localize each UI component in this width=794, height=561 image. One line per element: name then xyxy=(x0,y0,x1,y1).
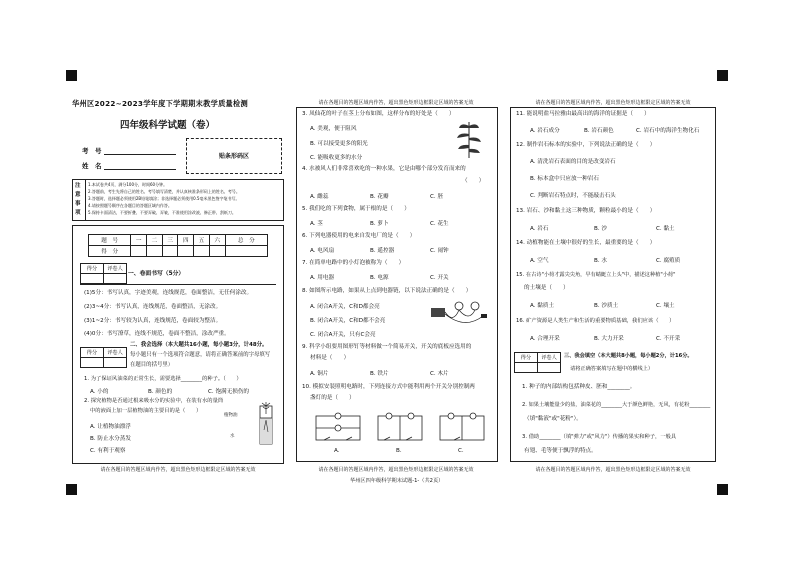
circuit-option-c xyxy=(434,410,490,446)
option[interactable]: C. 壤土 xyxy=(656,303,675,309)
notes-line: 2.答题前，考生先将自己的姓名、考号填写清楚，并认真核准条形码上的姓名、考号。 xyxy=(88,189,240,194)
option[interactable]: C. 腐殖质 xyxy=(656,258,681,264)
score-row-label: 得 分 xyxy=(89,246,131,257)
score-cell[interactable] xyxy=(194,246,210,257)
section1-line: (4)0分：书写潦草，连线不规范，卷面不整洁，涂改严重。 xyxy=(84,331,230,337)
option[interactable]: B. 水 xyxy=(594,258,607,264)
question-stem: 9. 科学小组要用图形钉等材料做一个简易开关，开关的底板应选用的 xyxy=(302,344,472,350)
exam-title: 华州区2022~2023学年度下学期期末教学质量检测 xyxy=(72,99,249,108)
notes-line: 4.请按照题号顺序在各题目的答题区域内作答。 xyxy=(88,203,172,208)
option[interactable]: A. 雌蕊 xyxy=(310,194,329,200)
option[interactable]: B. 大力开采 xyxy=(594,336,624,342)
score-cell[interactable] xyxy=(178,246,194,257)
option[interactable]: C. xyxy=(458,448,464,454)
circuit-option-b xyxy=(372,410,428,446)
question-stem: 5. 我们吃的下列食物，属于根的是（ ） xyxy=(302,206,410,212)
section1-title: 一、卷面书写（5分） xyxy=(128,271,185,277)
option[interactable]: A. 清洗岩石表面的目的是改变岩石 xyxy=(530,159,616,165)
option[interactable]: B. 标本盒中只应放一种岩石 xyxy=(530,176,599,182)
section1-line: (2)3~4分：书写认真，连线规范，卷面整洁，无涂改。 xyxy=(84,304,222,310)
option[interactable]: C. 不开采 xyxy=(656,336,681,342)
fill-line: 3. 借助________（填"弹力"或"风力"）传播的果实和种子，一般具 xyxy=(522,434,677,440)
question-stem: 的土壤是（ ） xyxy=(524,285,569,291)
section1-line: (1)5分：书写认真，字迹美观，连线规范，卷面整洁，无任何涂改。 xyxy=(84,290,253,296)
option[interactable]: B. 萝卜 xyxy=(370,221,389,227)
question-stem: 13. 岩石、沙和黏土这三种物质，颗粒最小的是（ ） xyxy=(516,208,656,214)
question-stem: 12. 制作岩石标本的实验中，下列说法正确的是（ ） xyxy=(516,142,656,148)
option[interactable]: B. 花瓣 xyxy=(370,194,389,200)
registration-mark xyxy=(717,70,728,81)
option[interactable]: C. 木片 xyxy=(430,371,449,377)
option[interactable]: C. 胚 xyxy=(430,194,444,200)
fill-line: 2. 如果土壤能量少的盐，油菜花的________大于颜色鲜艳，无风，有花粉________ xyxy=(522,402,711,408)
figure-label-water: 水 xyxy=(230,434,235,439)
option[interactable]: B. 可以接受更多的阳光 xyxy=(310,141,368,147)
question-stem: 11. 能说明盐马拉雅由最高出的海洋的证据是（ ） xyxy=(516,111,650,117)
score-header: 三 xyxy=(162,235,178,246)
warning-bottom: 请在各题目的答题区域内作答，超出黑色矩形边框限定区域的答案无效 xyxy=(318,467,474,473)
grader-box xyxy=(80,263,127,284)
option[interactable]: A. 小的 xyxy=(90,389,109,395)
option[interactable]: B. 遥控器 xyxy=(370,248,395,254)
grader-label: 评卷人 xyxy=(104,348,127,358)
question-stem: 2. 探究植物是否通过根来吸水分的实验中，在装有水的量筒 xyxy=(84,398,224,404)
option[interactable]: B. 闭合A开关，C和D都不会亮 xyxy=(310,318,386,324)
option[interactable]: C. 闹钟 xyxy=(430,248,449,254)
section2-title: 二、我会选择（本大题共16小题，每小题3分，计48分。 xyxy=(130,342,268,348)
option[interactable]: B. 防止水分蒸发 xyxy=(90,436,131,442)
exam-no-line[interactable] xyxy=(104,154,176,155)
circuit-option-a xyxy=(310,410,366,446)
option[interactable]: A. 空气 xyxy=(530,258,549,264)
question-stem: 4. 水被风人们非常喜欢吃的一种水果，它是由哪个部分发育而来的 xyxy=(302,166,466,172)
option[interactable]: C. 判断岩石特点时，不能敲击石头 xyxy=(530,193,616,199)
warning-bottom: 请在各题目的答题区域内作答，超出黑色矩形边框限定区域的答案无效 xyxy=(535,467,691,473)
name-line[interactable] xyxy=(104,169,176,170)
grader-score-label: 得分 xyxy=(515,353,538,363)
fill-line: （填"黏液"或"花粉"）。 xyxy=(524,416,582,422)
score-header: 五 xyxy=(194,235,210,246)
option[interactable]: B. 电源 xyxy=(370,275,389,281)
score-cell[interactable] xyxy=(225,246,267,257)
grader-box xyxy=(80,347,127,368)
grader-label: 评卷人 xyxy=(538,353,561,363)
option[interactable]: C. 能吸收更多的水分 xyxy=(310,155,363,161)
notes-title: 注意事项 xyxy=(75,183,81,216)
score-header: 总 分 xyxy=(225,235,267,246)
option[interactable]: A. 岩石 xyxy=(530,226,549,232)
option[interactable]: B. xyxy=(396,448,402,454)
name-label: 姓 名 xyxy=(82,162,102,170)
grader-cell[interactable] xyxy=(81,274,104,284)
notes-line: 1.本试卷共4页，满分100分，时间60分钟。 xyxy=(88,182,168,187)
registration-mark xyxy=(66,70,77,81)
section3-sub: 请将正确答案填写在题中的横线上） xyxy=(570,366,654,372)
grader-cell[interactable] xyxy=(81,358,104,368)
grader-box xyxy=(514,352,561,373)
question-stem: 16. 矿产资源是人类生产和生活的重要物质基础，我们应该（ ） xyxy=(516,318,675,324)
score-header: 六 xyxy=(209,235,225,246)
option[interactable]: C. 岩石中的海洋生物化石 xyxy=(636,128,700,134)
exam-no-label: 考 号 xyxy=(82,147,102,155)
section2-line: 在题目的括号里） xyxy=(130,362,174,368)
question-stem: 6. 下列电器使用的电来自发电厂的是（ ） xyxy=(302,233,416,239)
grader-cell[interactable] xyxy=(515,363,538,373)
paper-title: 四年级科学试题（卷） xyxy=(120,120,216,131)
score-table xyxy=(88,234,268,257)
question-stem: 材料是（ ） xyxy=(310,355,350,361)
score-cell[interactable] xyxy=(162,246,178,257)
grader-cell[interactable] xyxy=(538,363,561,373)
option[interactable]: C. 开关 xyxy=(430,275,449,281)
option[interactable]: B. 岩石颜色 xyxy=(584,128,614,134)
option[interactable]: A. xyxy=(334,448,340,454)
grader-score-label: 得分 xyxy=(81,264,104,274)
section2-line: 每小题只有一个选项符合题意，请将正确答案前的字母填写 xyxy=(130,352,271,358)
registration-mark xyxy=(66,484,77,495)
section1-line: (3)1~2分：书写较为认真，连线规范，卷面较为整洁。 xyxy=(84,318,222,324)
score-header: 四 xyxy=(178,235,194,246)
question-stem: 8. 如图所示电路，如果从上点到电器链，以下说法正确的是（ ） xyxy=(302,288,472,294)
barcode-area xyxy=(186,138,282,174)
option[interactable]: C. 饱满无损伤的 xyxy=(208,389,250,395)
score-header: 题 号 xyxy=(89,235,131,246)
option[interactable]: A. 黏质土 xyxy=(530,303,555,309)
circuit-figure-q8 xyxy=(425,296,493,332)
option[interactable]: A. 合理开采 xyxy=(530,336,560,342)
warning-top: 请在各题目的答题区域内作答，超出黑色矩形边框限定区域的答案无效 xyxy=(535,100,691,106)
question-stem: 1. 为了保证风油菜的正常生长，需要选择________的种子。（ ） xyxy=(84,376,242,382)
option[interactable]: B. 沙 xyxy=(594,226,607,232)
warning-bottom: 请在各题目的答题区域内作答，超出黑色矩形边框限定区域的答案无效 xyxy=(100,467,256,473)
notes-line: 5.保持卡面清洁，不要折叠、不要弄破、弄皱，不准使用涂改液、修正带、刮纸刀。 xyxy=(88,210,236,215)
plant-figure xyxy=(455,118,483,160)
notes-box xyxy=(72,179,284,221)
option[interactable]: A. 用电器 xyxy=(310,275,335,281)
question-blank: （ ） xyxy=(462,178,485,184)
grader-label: 评卷人 xyxy=(104,264,127,274)
fill-line: 有翅、毛等便于飘浮的特点。 xyxy=(524,448,597,454)
option[interactable]: C. 黏土 xyxy=(656,226,675,232)
grader-cell[interactable] xyxy=(104,358,127,368)
option[interactable]: C. 有利于观察 xyxy=(90,448,126,454)
registration-mark xyxy=(717,484,728,495)
warning-top: 请在各题目的答题区域内作答，超出黑色矩形边框限定区域的答案无效 xyxy=(318,100,474,106)
question-stem: 15. 在古诗"小荷才露尖尖角，早有蜻蜓立上头"中，描述这种植"小荷" xyxy=(516,272,676,278)
option[interactable]: C. 花生 xyxy=(430,221,449,227)
option[interactable]: A. 茎 xyxy=(310,221,323,227)
cylinder-figure xyxy=(238,400,278,450)
question-stem: 7. 在简单电路中的小灯泡被称为（ ） xyxy=(302,260,405,266)
option[interactable]: B. 沙质土 xyxy=(594,303,619,309)
fill-line: 1. 种子的内部结构包括种皮、胚和________。 xyxy=(522,384,636,390)
barcode-label: 贴条形码区 xyxy=(218,153,249,160)
notes-line: 3.答题时，选择题必须使用2B铅笔填涂；非选择题必须使用0.5毫米黑色签字笔书写。 xyxy=(88,196,240,201)
score-header: 二 xyxy=(147,235,163,246)
option[interactable]: A. 美观，便于阻风 xyxy=(310,126,357,132)
question-stem: 10. 模拟安装照明电路时，下列连接方式中能利用两个开关分别控制两 xyxy=(302,384,475,390)
option[interactable]: A. 闭合A开关，C和D都会亮 xyxy=(310,304,380,310)
grader-score-label: 得分 xyxy=(81,348,104,358)
page-footer: 华州区四年级科学期末试题-1-（共2页） xyxy=(350,478,444,484)
question-stem: 中的液面上加一层植物油的主要目的是（ ） xyxy=(90,408,202,414)
section3-title: 三、我会填空（本大题共8小题，每小题2分，计16分。 xyxy=(564,353,693,359)
option[interactable]: A. 岩石成分 xyxy=(530,128,560,134)
option[interactable]: A. 让植物油漂浮 xyxy=(90,424,131,430)
option[interactable]: B. 颜色的 xyxy=(148,389,173,395)
score-cell[interactable] xyxy=(131,246,147,257)
option[interactable]: C. 闭合A开关，只有C会亮 xyxy=(310,332,376,338)
score-cell[interactable] xyxy=(147,246,163,257)
question-stem: 3. 凤仙花的叶子在茎上分布如图，这样分布的好处是（ ） xyxy=(302,111,455,117)
option[interactable]: A. 电风扇 xyxy=(310,248,335,254)
option[interactable]: A. 铜片 xyxy=(310,371,329,377)
score-header: 一 xyxy=(131,235,147,246)
question-stem: 盏灯的是（ ） xyxy=(310,395,355,401)
score-cell[interactable] xyxy=(209,246,225,257)
option[interactable]: B. 铁片 xyxy=(370,371,389,377)
grader-cell[interactable] xyxy=(104,274,127,284)
question-stem: 14. 动植物能在土壤中很好的生长，最重要的是（ ） xyxy=(516,240,656,246)
figure-label-oil: 植物油 xyxy=(224,413,238,418)
